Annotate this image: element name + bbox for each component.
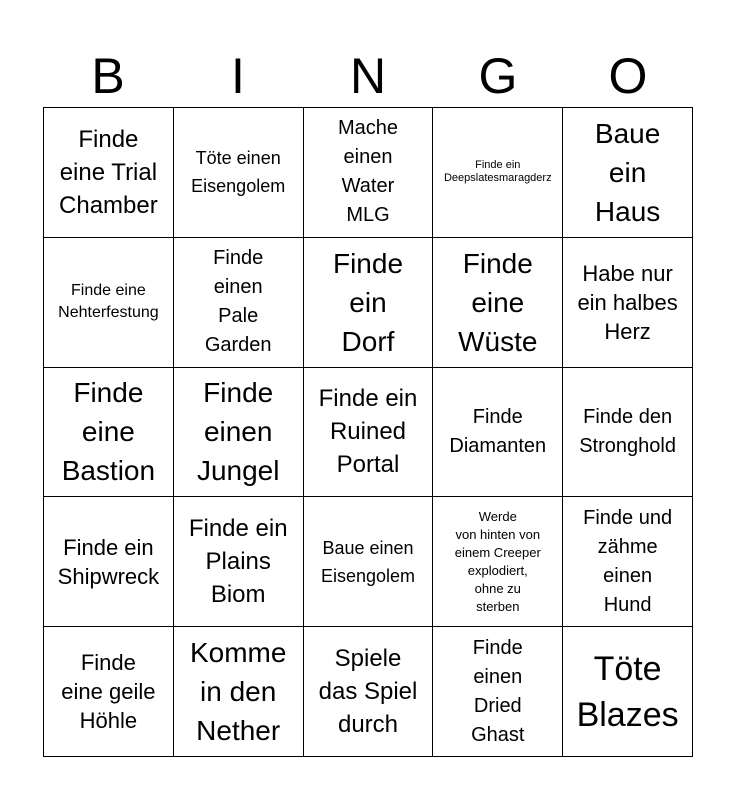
cell-text: Komme in den Nether [189,637,287,747]
bingo-cell[interactable] [304,497,434,627]
header-letter-n: N [349,48,387,104]
bingo-cell[interactable] [44,108,174,238]
bingo-cell[interactable] [174,238,304,368]
cell-text: Finde eine geile Höhle [61,650,156,734]
cell-text: Spiele das Spiel durch [318,645,418,739]
bingo-cell[interactable] [433,627,563,757]
cell-text: Finde und zähme einen Hund [583,506,673,616]
cell-text: Werde von hinten von einem Creeper explodiert, ohne zu sterben [454,508,541,614]
cell-text: Finde eine Wüste [458,247,538,357]
bingo-cell[interactable] [44,368,174,498]
cell-text: Finde den Stronghold [579,405,676,457]
cell-text: Finde eine Nehterfestung [58,282,159,322]
cell-text: Finde einen Pale Garden [204,247,272,357]
bingo-cell[interactable] [44,497,174,627]
cell-text: Finde ein Plains Biom [188,515,288,609]
bingo-cell[interactable] [44,627,174,757]
cell-text: Finde ein Shipwreck [57,534,160,589]
bingo-cell[interactable] [433,108,563,238]
cell-text: Finde ein Ruined Portal [318,385,418,479]
cell-text: Töte Blazes [576,649,679,734]
bingo-cell[interactable] [433,497,563,627]
cell-text: Baue einen Eisengolem [320,537,416,586]
bingo-cell[interactable] [304,108,434,238]
cell-text: Finde ein Dorf [332,247,404,357]
bingo-cell[interactable] [304,627,434,757]
cell-text: Finde ein Deepslatesmaragderz [443,159,552,185]
cell-text: Finde einen Dried Ghast [471,636,525,746]
bingo-cell[interactable] [304,238,434,368]
cell-text: Finde einen Jungel [196,377,280,487]
bingo-cell[interactable] [563,108,693,238]
bingo-cell[interactable] [433,368,563,498]
bingo-cell[interactable] [563,627,693,757]
cell-text: Baue ein Haus [594,117,661,227]
header-letter-b: B [91,48,125,104]
bingo-cell[interactable] [44,238,174,368]
bingo-card-grid [43,107,693,757]
bingo-cell[interactable] [174,497,304,627]
cell-text: Habe nur ein halbes Herz [577,260,678,344]
cell-text: Finde eine Trial Chamber [59,125,158,219]
bingo-cell[interactable] [174,108,304,238]
header-letter-o: O [608,48,648,104]
bingo-cell[interactable] [304,368,434,498]
bingo-cell[interactable] [563,497,693,627]
header-letter-g: G [478,48,518,104]
cell-text: Mache einen Water MLG [337,117,398,227]
cell-text: Finde Diamanten [449,405,547,457]
cell-text: Finde eine Bastion [61,377,156,487]
header-letter-i: I [231,48,245,104]
bingo-cell[interactable] [433,238,563,368]
bingo-cell[interactable] [174,627,304,757]
cell-text: Töte einen Eisengolem [191,148,286,197]
bingo-cell[interactable] [563,238,693,368]
bingo-cell[interactable] [563,368,693,498]
bingo-header [43,44,693,108]
bingo-cell[interactable] [174,368,304,498]
